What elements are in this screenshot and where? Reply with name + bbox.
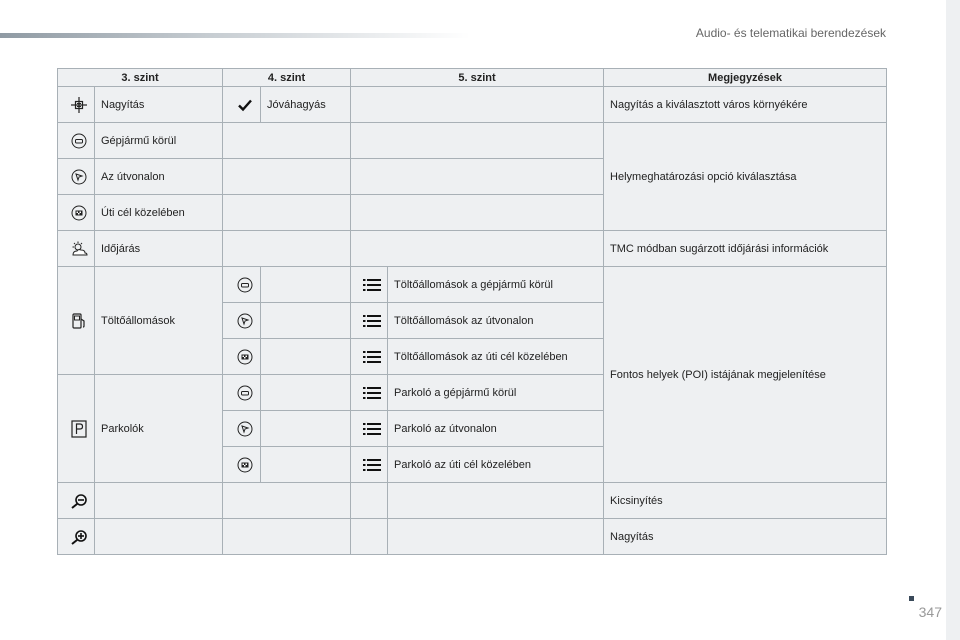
list-item: Töltőállomások az úti cél közelében [388, 339, 604, 375]
fuel-pump-icon [71, 312, 87, 330]
list-item: Töltőállomások a gépjármű körül [388, 267, 604, 303]
column-header-level3: 3. szint [58, 69, 223, 87]
weather-icon [69, 241, 89, 257]
table-row [58, 87, 887, 123]
parking-icon [71, 420, 87, 438]
header-bar [0, 33, 470, 38]
list-item: Időjárás [95, 231, 223, 267]
note-cell: Nagyítás [604, 519, 887, 555]
note-cell: Fontos helyek (POI) istájának megjelenítése [604, 267, 887, 483]
zoom-crosshair-icon [70, 96, 88, 114]
around-vehicle-icon [237, 385, 253, 401]
note-cell: Kicsinyítés [604, 483, 887, 519]
table-row [58, 519, 887, 555]
list-item: Úti cél közelében [95, 195, 223, 231]
list-item: Jóváhagyás [261, 87, 351, 123]
list-item: Parkolók [95, 375, 223, 483]
list-item: Nagyítás [95, 87, 223, 123]
list-item: Gépjármű körül [95, 123, 223, 159]
table-row [58, 267, 887, 303]
list-icon [363, 422, 381, 436]
table-row [58, 123, 887, 159]
list-item: Parkoló a gépjármű körül [388, 375, 604, 411]
around-vehicle-icon [237, 277, 253, 293]
page-edge-strip [946, 0, 960, 640]
column-header-level5: 5. szint [351, 69, 604, 87]
note-cell: Helymeghatározási opció kiválasztása [604, 123, 887, 231]
near-destination-icon [71, 205, 87, 221]
list-icon [363, 386, 381, 400]
list-icon [363, 458, 381, 472]
options-table [57, 68, 887, 555]
on-route-icon [71, 169, 87, 185]
checkmark-icon [238, 98, 252, 112]
zoom-out-icon [70, 493, 88, 509]
page-number: 347 [918, 604, 942, 620]
list-icon [363, 314, 381, 328]
list-item: Töltőállomások az útvonalon [388, 303, 604, 339]
list-item: Az útvonalon [95, 159, 223, 195]
column-header-notes: Megjegyzések [604, 69, 887, 87]
on-route-icon [237, 421, 253, 437]
near-destination-icon [237, 349, 253, 365]
on-route-icon [237, 313, 253, 329]
list-icon [363, 278, 381, 292]
table-row [58, 483, 887, 519]
list-item: Parkoló az útvonalon [388, 411, 604, 447]
zoom-in-icon [70, 529, 88, 545]
column-header-level4: 4. szint [223, 69, 351, 87]
near-destination-icon [237, 457, 253, 473]
list-item: Töltőállomások [95, 267, 223, 375]
note-cell: TMC módban sugárzott időjárási információk [604, 231, 887, 267]
page-header-title: Audio- és telematikai berendezések [695, 26, 886, 40]
around-vehicle-icon [71, 133, 87, 149]
list-item: Parkoló az úti cél közelében [388, 447, 604, 483]
note-cell: Nagyítás a kiválasztott város környékére [604, 87, 887, 123]
table-row [58, 231, 887, 267]
page-marker [909, 596, 914, 601]
list-icon [363, 350, 381, 364]
